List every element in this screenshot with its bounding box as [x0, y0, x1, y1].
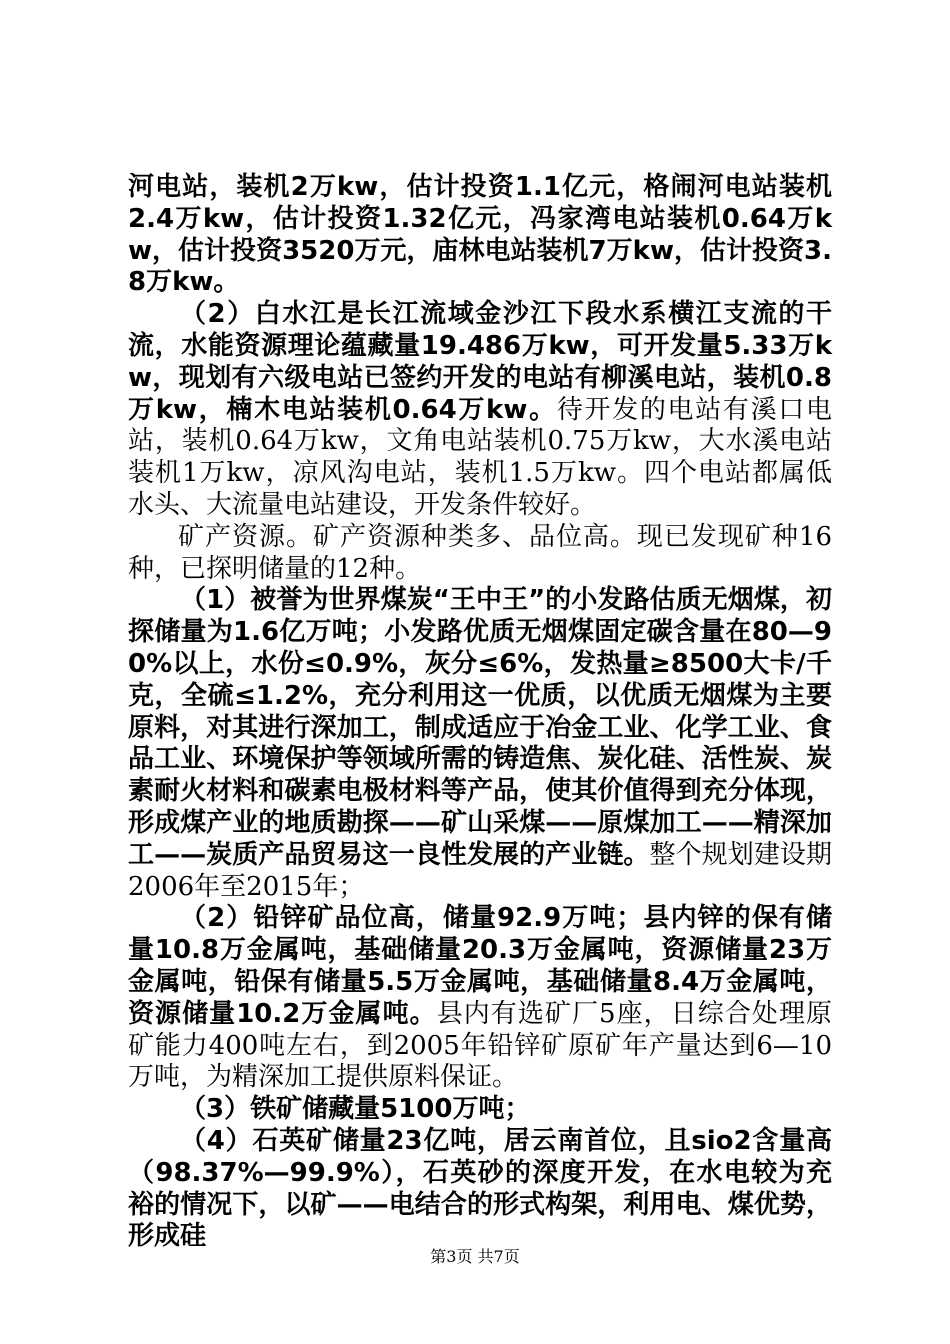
- paragraph-lead-zinc: [128, 903, 832, 1094]
- paragraph-text: 待开发的电站有溪口电站，装机0.64万kw，文角电站装机0.75万kw，大水溪电站装机1万kw，凉风沟电站，装机1.5万kw。四个电站都属低水头、大流量电站建设，开发条件较好。: [128, 394, 832, 520]
- paragraph-text: （3）铁矿储藏量5100万吨；: [180, 1094, 531, 1125]
- document-body: [128, 172, 832, 1253]
- paragraph-text: （2）白水江是长江流域金沙江下段水系横江支流的干流，水能资源理论蕴藏量19.486万kw，可开发量5.33万kw，现划有六级电站已签约开发的电站有柳溪电站，装机0.8万kw，楠木电站装机0.64万kw。: [128, 299, 832, 425]
- paragraph-text: 矿产资源。矿产资源种类多、品位高。现已发现矿种16种，已探明储量的12种。: [128, 521, 832, 584]
- paragraph-hydro-continued: [128, 172, 832, 299]
- paragraph-iron: [128, 1094, 832, 1126]
- paragraph-text: （2）铅锌矿品位高，储量92.9万吨；县内锌的保有储量10.8万金属吨，基础储量20.3万金属吨，资源储量23万金属吨，铅保有储量5.5万金属吨，基础储量8.4万金属吨，资源储量10.2万金属吨。: [128, 903, 832, 1029]
- paragraph-mineral-intro: [128, 522, 832, 586]
- paragraph-quartz: [128, 1126, 832, 1253]
- paragraph-text: 整个规划建设期2006年至2015年；: [128, 839, 832, 902]
- paragraph-text: （1）被誉为世界煤炭“王中王”的小发路估质无烟煤，初探储量为1.6亿万吨；小发路优质无烟煤固定碳含量在80—90%以上，水份≤0.9%，灰分≤6%，发热量≥8500大卡/千克，全硫≤1.2%，充分利用这一优质，以优质无烟煤为主要原料，对其进行深加工，制成适应于冶金工业、化学工业、食品工业、环境保护等领域所需的铸造焦、炭化硅、活性炭、炭素耐火材料和碳素电极材料等产品，使其价值得到充分体现，形成煤产业的地质勘探——矿山采煤——原煤加工——精深加工——炭质产品贸易这一良性发展的产业链。: [128, 585, 832, 870]
- paragraph-text: 县内有选矿厂5座，日综合处理原矿能力400吨左右，到2005年铅锌矿原矿年产量达到6—10万吨，为精深加工提供原料保证。: [128, 998, 833, 1093]
- paragraph-coal: [128, 585, 832, 903]
- page-footer: [0, 1244, 950, 1267]
- paragraph-text: （4）石英矿储量23亿吨，居云南首位，且sio2含量高（98.37%—99.9%），石英砂的深度开发，在水电较为充裕的情况下，以矿——电结合的形式构架，利用电、煤优势，形成硅: [128, 1125, 832, 1252]
- paragraph-text: 河电站，装机2万kw，估计投资1.1亿元，格闹河电站装机2.4万kw，估计投资1.32亿元，冯家湾电站装机0.64万kw，估计投资3520万元，庙林电站装机7万kw，估计投资3.8万kw。: [128, 172, 832, 298]
- paragraph-baishui-river: [128, 299, 832, 522]
- page-number: 第3页 共7页: [430, 1247, 520, 1266]
